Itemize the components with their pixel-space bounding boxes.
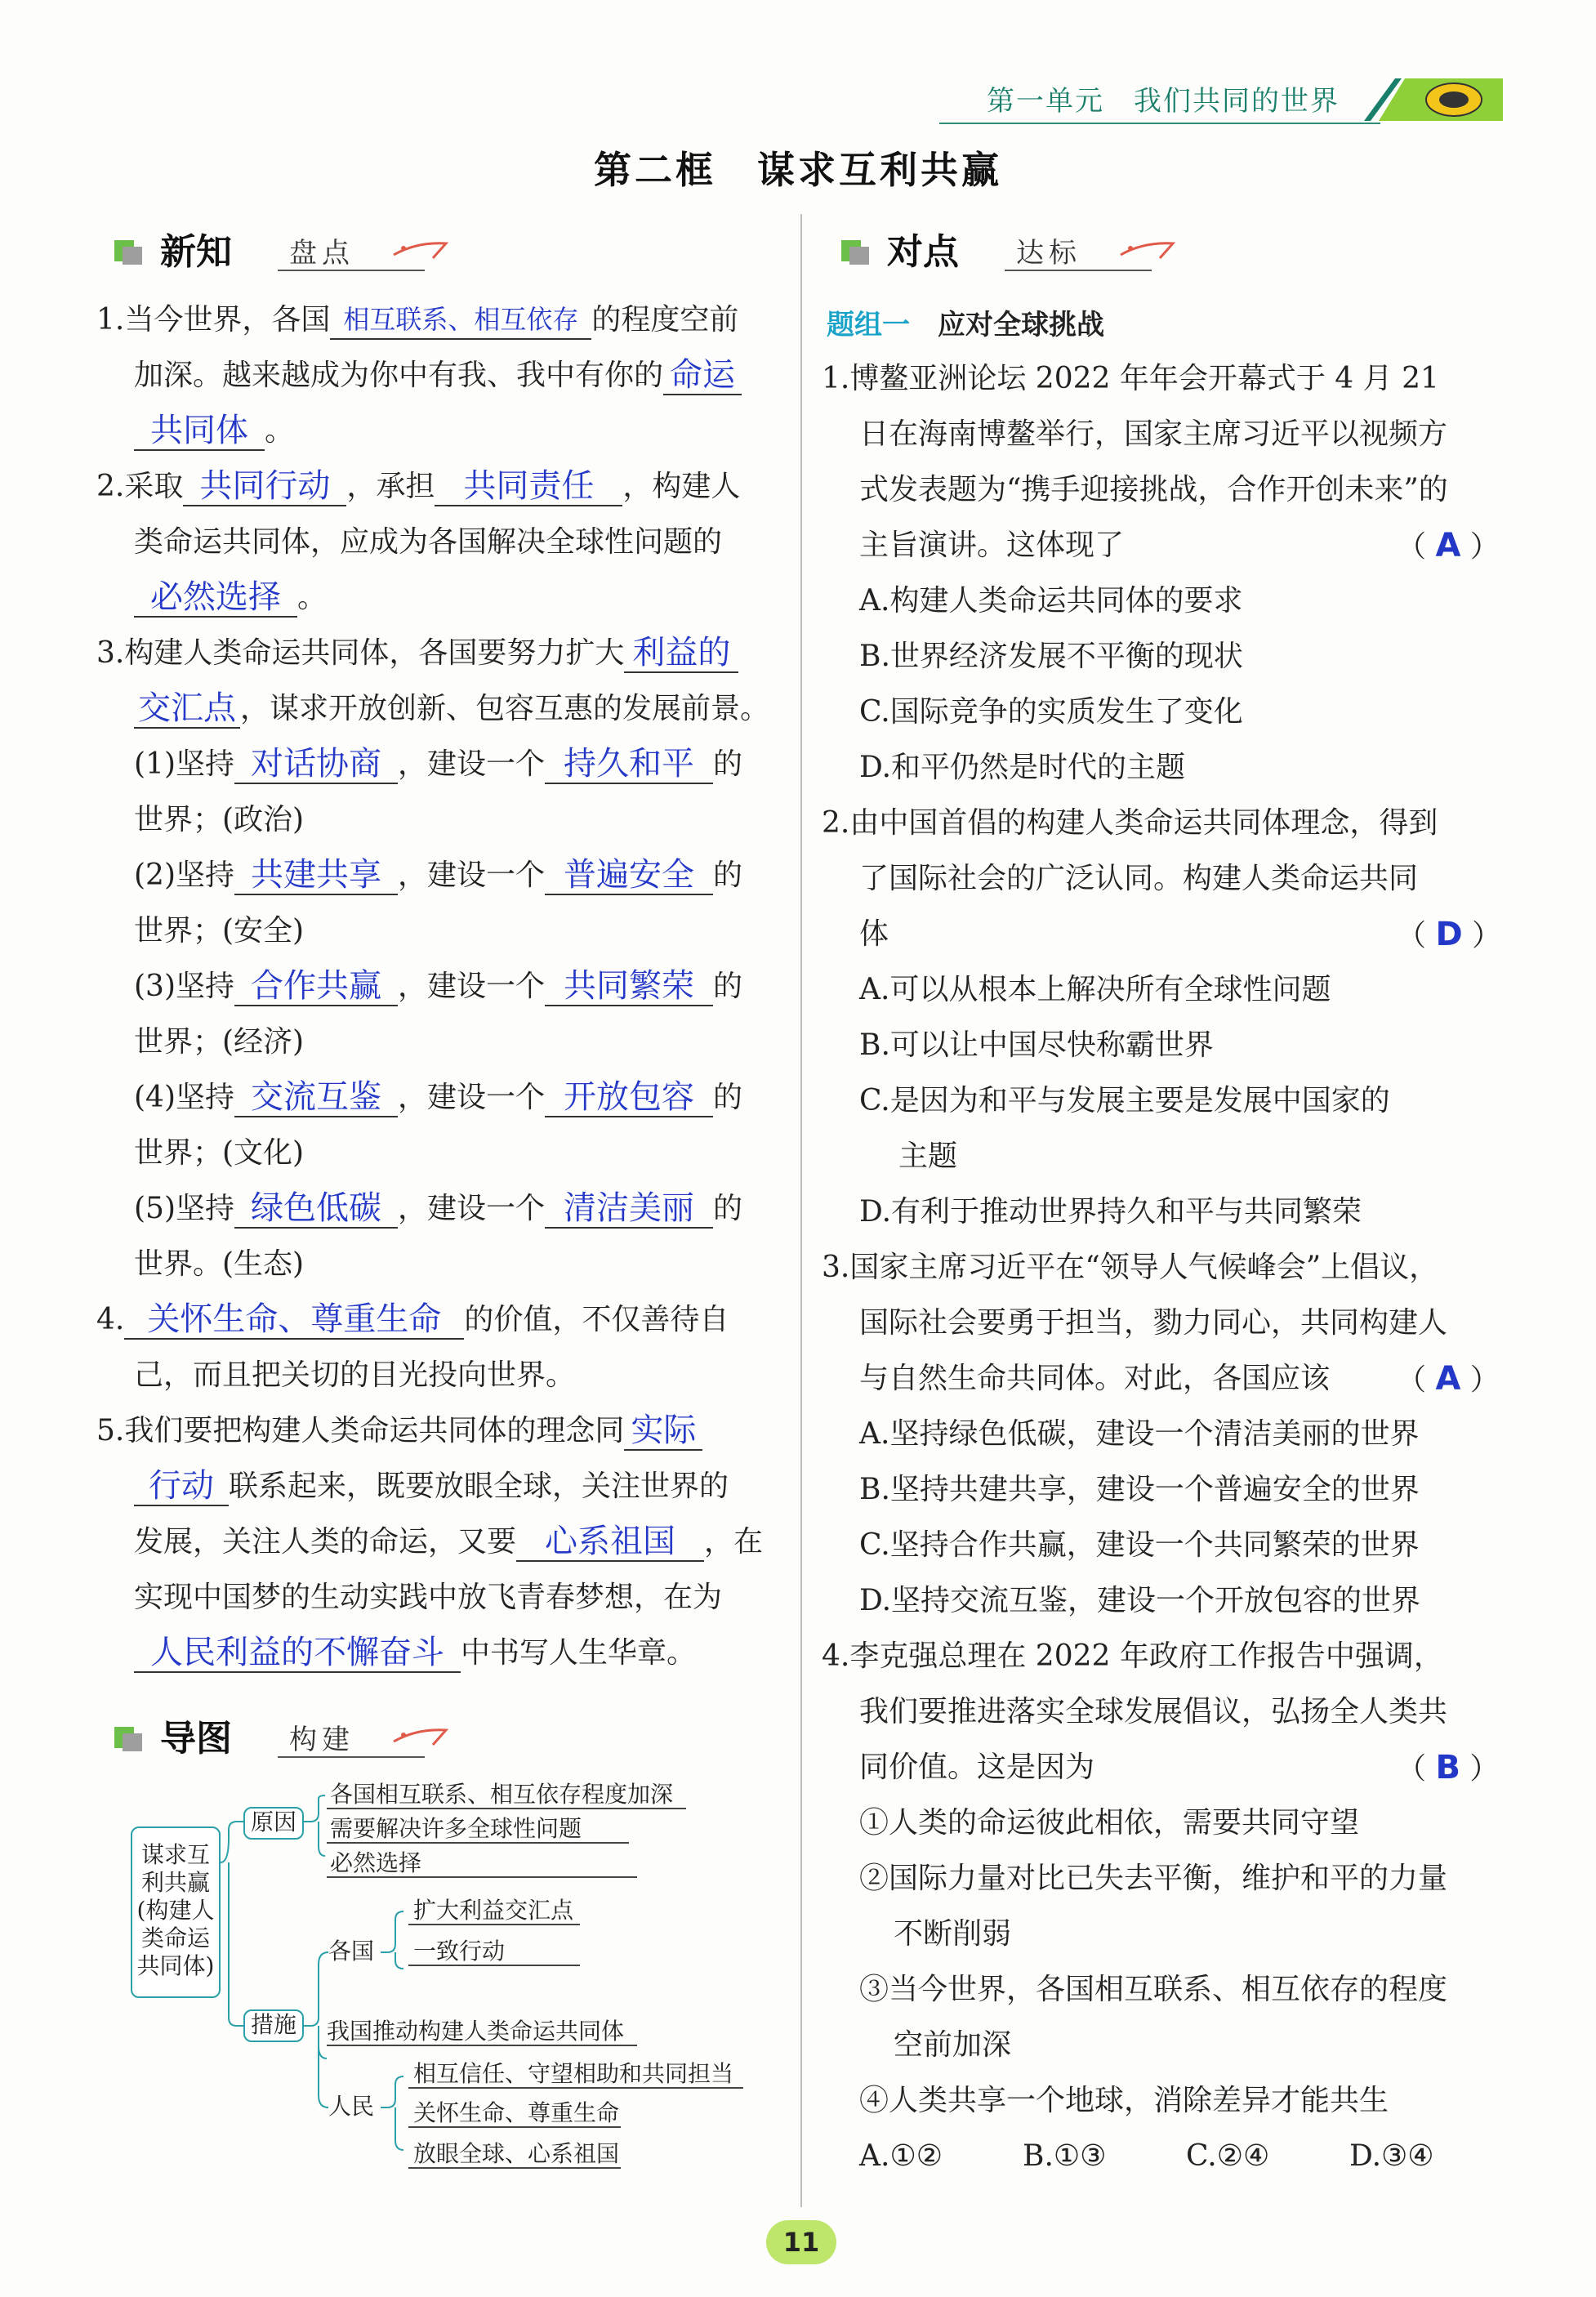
rq2-line: 体 <box>859 917 889 951</box>
rq1-line: 式发表题为“携手迎接挑战，合作开创未来”的 <box>859 473 1448 506</box>
rq4-statement: 空前加深 <box>894 2028 1012 2062</box>
answer: 关怀生命、尊重生命 <box>124 1300 464 1340</box>
q1-line3: 共同体 。 <box>134 412 294 451</box>
q3-p1: (1)坚持 对话协商 ，建设一个 持久和平 的 <box>134 745 743 783</box>
mind-map <box>123 1781 751 2206</box>
rq3-option: D.坚持交流互鉴，建设一个开放包容的世界 <box>859 1584 1421 1617</box>
rq2-answer: （ D ） <box>1397 916 1502 953</box>
rq1-answer: （ A ） <box>1397 527 1500 564</box>
rq1-option: B.世界经济发展不平衡的现状 <box>859 640 1243 673</box>
rq3-option: C.坚持合作共赢，建设一个共同繁荣的世界 <box>859 1528 1420 1562</box>
rq3-line: 与自然生命共同体。对此，各国应该 <box>859 1362 1331 1395</box>
answer: 绿色低碳 <box>234 1189 398 1229</box>
q3-p2-tail: 世界；(安全) <box>134 914 305 948</box>
section-icon <box>841 235 871 265</box>
rq2-option: B.可以让中国尽快称霸世界 <box>859 1028 1214 1062</box>
answer: 相互联系、相互依存 <box>330 301 591 340</box>
rq4-option: D.③④ <box>1349 2139 1434 2173</box>
column-divider <box>800 214 802 2207</box>
section-main: 对点 <box>887 231 959 273</box>
unit-badge-icon <box>1364 75 1503 121</box>
mind-map-countries: 各国 <box>328 1938 375 1965</box>
answer: 实际 <box>624 1412 702 1451</box>
rq4-option: C.②④ <box>1186 2139 1270 2173</box>
section-sub: 构建 <box>289 1724 354 1756</box>
mind-map-reason: 原因 <box>243 1807 304 1840</box>
mind-map-leaf: 必然选择 <box>330 1849 422 1876</box>
rq1-option: A.构建人类命运共同体的要求 <box>859 584 1243 618</box>
q3-p5: (5)坚持 绿色低碳 ，建设一个 清洁美丽 的 <box>134 1189 743 1227</box>
rq3-option: B.坚持共建共享，建设一个普遍安全的世界 <box>859 1473 1420 1506</box>
q5-line2: 行动 联系起来，既要放眼全球，关注世界的 <box>134 1467 729 1506</box>
header-rule <box>939 123 1380 124</box>
answer: 普遍安全 <box>545 856 713 895</box>
mind-map-leaf: 需要解决许多全球性问题 <box>330 1815 582 1842</box>
swoosh-icon <box>392 1720 449 1753</box>
rq1-line: 日在海南博鳌举行，国家主席习近平以视频方 <box>859 417 1448 451</box>
section-sub: 盘点 <box>289 237 354 270</box>
mind-map-leaf: 相互信任、守望相助和共同担当 <box>413 2060 734 2087</box>
q3-p3-tail: 世界；(经济) <box>134 1025 305 1059</box>
answer: 必然选择 <box>134 578 297 618</box>
rq1-line: 1.博鳌亚洲论坛 2022 年年会开幕式于 4 月 21 <box>822 362 1439 395</box>
swoosh-icon <box>392 234 449 266</box>
q3-p3: (3)坚持 合作共赢 ，建设一个 共同繁荣 的 <box>134 967 743 1005</box>
q3-p2: (2)坚持 共建共享 ，建设一个 普遍安全 的 <box>134 856 743 894</box>
section-icon <box>114 235 144 265</box>
q2-line1: 2.采取 共同行动 ，承担 共同责任 ，构建人 <box>96 467 741 505</box>
answer: 开放包容 <box>545 1078 713 1117</box>
answer: 合作共赢 <box>234 967 398 1006</box>
mind-map-leaf: 扩大利益交汇点 <box>413 1897 574 1924</box>
rq1-option: C.国际竞争的实质发生了变化 <box>859 695 1243 729</box>
q3-p5-tail: 世界。(生态) <box>134 1247 305 1281</box>
answer: 共同行动 <box>183 467 346 506</box>
q1-line2: 加深。越来越成为你中有我、我中有你的 命运 <box>134 356 742 395</box>
rq2-option: A.可以从根本上解决所有全球性问题 <box>859 973 1331 1006</box>
answer: 对话协商 <box>234 745 398 784</box>
mind-map-china: 我国推动构建人类命运共同体 <box>327 2018 625 2045</box>
q2-line2: 类命运共同体，应成为各国解决全球性问题的 <box>134 525 723 559</box>
rq3-option: A.坚持绿色低碳，建设一个清洁美丽的世界 <box>859 1417 1420 1451</box>
group-title: 题组一 应对全球挑战 <box>827 309 1104 341</box>
rq4-statement: ①人类的命运彼此相依，需要共同守望 <box>859 1806 1360 1840</box>
rq4-statement: ②国际力量对比已失去平衡，维护和平的力量 <box>859 1862 1448 1895</box>
q5-line1: 5.我们要把构建人类命运共同体的理念同 实际 <box>96 1412 702 1451</box>
q2-line3: 必然选择 。 <box>134 578 327 618</box>
rq3-line: 3.国家主席习近平在“领导人气候峰会”上倡议， <box>822 1251 1439 1284</box>
q3-p4: (4)坚持 交流互鉴 ，建设一个 开放包容 的 <box>134 1078 743 1116</box>
answer: 共同责任 <box>435 467 622 506</box>
mind-map-measure: 措施 <box>243 2009 304 2042</box>
section-sub: 达标 <box>1016 237 1081 270</box>
rq4-statement: 不断削弱 <box>894 1917 1012 1951</box>
section-icon <box>114 1722 144 1751</box>
rq4-line: 同价值。这是因为 <box>859 1751 1095 1784</box>
swoosh-icon <box>1119 234 1176 266</box>
answer: 持久和平 <box>545 745 713 784</box>
answer: 心系祖国 <box>516 1523 704 1562</box>
page-number: 11 <box>766 2220 836 2264</box>
rq2-line: 了国际社会的广泛认同。构建人类命运共同 <box>859 862 1419 895</box>
page-title: 第二框 谋求互利共赢 <box>594 148 1002 192</box>
q4-line2: 己，而且把关切的目光投向世界。 <box>134 1358 576 1392</box>
answer: 交流互鉴 <box>234 1078 398 1117</box>
q3-line2: 交汇点 ，谋求开放创新、包容互惠的发展前景。 <box>134 689 769 729</box>
q1-line1: 1.当今世界，各国 相互联系、相互依存 的程度空前 <box>96 301 738 340</box>
rq4-option: B.①③ <box>1023 2139 1107 2173</box>
q5-line4: 实现中国梦的生动实践中放飞青春梦想，在为 <box>134 1581 723 1614</box>
mind-map-people: 人民 <box>328 2093 375 2120</box>
section-main: 新知 <box>160 231 232 273</box>
rq4-line: 4.李克强总理在 2022 年政府工作报告中强调， <box>822 1639 1443 1673</box>
mind-map-leaf: 关怀生命、尊重生命 <box>413 2099 620 2126</box>
rq3-line: 国际社会要勇于担当，勠力同心，共同构建人 <box>859 1306 1448 1340</box>
rq4-line: 我们要推进落实全球发展倡议，弘扬全人类共 <box>859 1695 1448 1728</box>
rq2-line: 2.由中国首倡的构建人类命运共同体理念，得到 <box>822 806 1438 840</box>
answer: 行动 <box>134 1467 229 1506</box>
rq2-option: C.是因为和平与发展主要是发展中国家的 <box>859 1084 1390 1117</box>
rq4-answer: （ B ） <box>1397 1749 1500 1786</box>
mind-map-leaf: 放眼全球、心系祖国 <box>413 2140 620 2167</box>
section-duidian <box>841 222 1184 271</box>
section-daotu <box>114 1709 457 1758</box>
answer: 共建共享 <box>234 856 398 895</box>
rq2-option: D.有利于推动世界持久和平与共同繁荣 <box>859 1195 1362 1229</box>
mind-map-root: 谋求互 利共赢 (构建人 类命运 共同体) <box>131 1826 221 1998</box>
q3-p1-tail: 世界；(政治) <box>134 803 305 836</box>
q5-line3: 发展，关注人类的命运，又要 心系祖国 ，在 <box>134 1523 764 1560</box>
rq4-statement: ④人类共享一个地球，消除差异才能共生 <box>859 2084 1389 2117</box>
q4-line1: 4. 关怀生命、尊重生命 的价值，不仅善待自 <box>96 1300 729 1338</box>
q3-line1: 3.构建人类命运共同体，各国要努力扩大 利益的 <box>96 634 738 673</box>
answer: 利益的 <box>624 634 738 673</box>
rq4-option: A.①② <box>859 2139 943 2173</box>
rq1-line: 主旨演讲。这体现了 <box>859 529 1125 562</box>
rq4-statement: ③当今世界，各国相互联系、相互依存的程度 <box>859 1973 1448 2006</box>
q5-line5: 人民利益的不懈奋斗 中书写人生华章。 <box>134 1634 696 1673</box>
rq3-answer: （ A ） <box>1397 1360 1500 1398</box>
answer: 命运 <box>663 356 742 395</box>
answer: 共同繁荣 <box>545 967 713 1006</box>
section-xinzhi <box>114 222 457 271</box>
q3-p4-tail: 世界；(文化) <box>134 1136 305 1170</box>
mind-map-leaf: 各国相互联系、相互依存程度加深 <box>330 1781 674 1808</box>
unit-title: 第一单元 我们共同的世界 <box>987 85 1340 118</box>
mind-map-leaf: 一致行动 <box>413 1938 506 1965</box>
answer: 人民利益的不懈奋斗 <box>134 1634 461 1673</box>
answer: 共同体 <box>134 412 265 451</box>
section-main: 导图 <box>160 1718 232 1760</box>
unit-header <box>939 70 1503 127</box>
answer: 清洁美丽 <box>545 1189 713 1229</box>
answer: 交汇点 <box>134 689 240 729</box>
rq1-option: D.和平仍然是时代的主题 <box>859 751 1186 784</box>
rq2-option: 主题 <box>898 1140 958 1173</box>
